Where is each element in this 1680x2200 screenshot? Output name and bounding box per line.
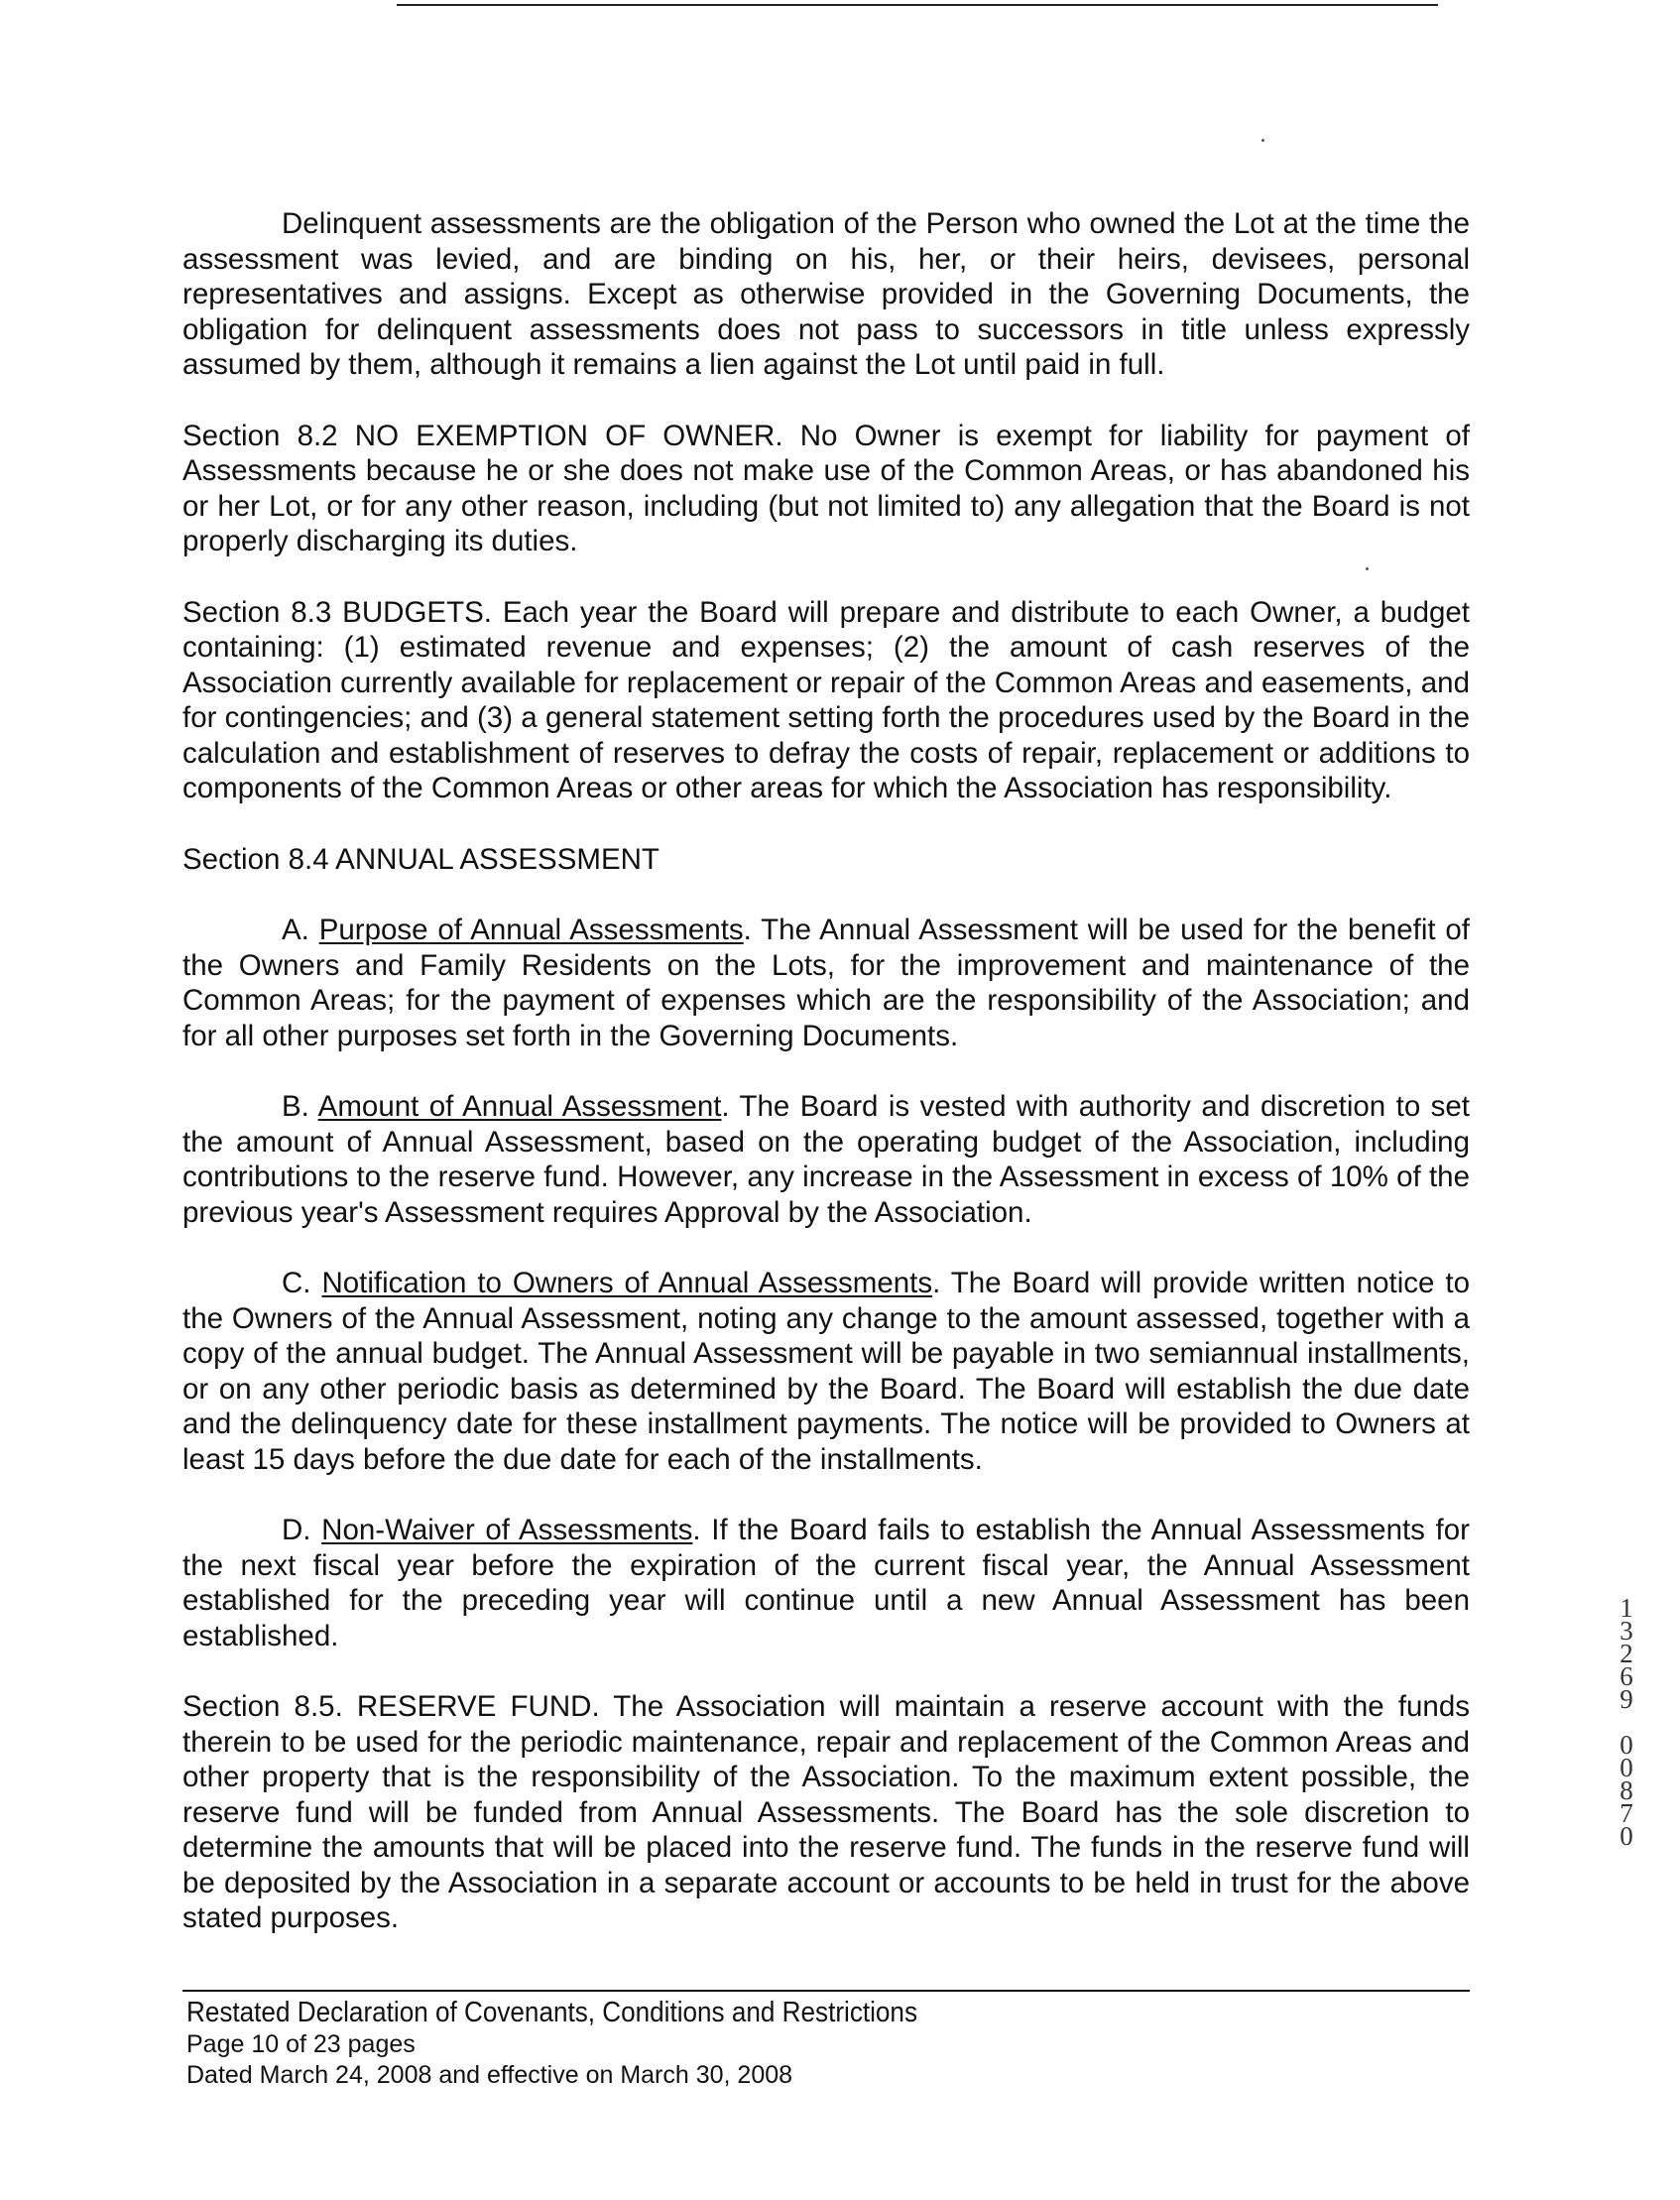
subsection-b-body: . The Board is vested with authority and discretion to set the amount of Annual Assessment, based on the operating budget of the Association, including contributions to the reserve fund. However, any increase in the Assessment in excess of 10% of the previous year's Assessment requires Approval by the Association.: [182, 1090, 1470, 1229]
subsection-c-body: . The Board will provide written notice to the Owners of the Annual Assessment, noting any change to the amount assessed, together with a copy of the annual budget. The Annual Assessment will be payable in two semiannual installments, or on any other periodic basis as determined by the Board. The Board will establish the due date and the delinquency date for these installment payments. The notice will be provided to Owners at least 15 days before the due date for each of the installments.: [182, 1267, 1470, 1476]
footer-divider: [182, 1990, 1470, 1992]
top-scan-rule: [397, 4, 1438, 6]
subsection-b-paragraph: [182, 1089, 1470, 1230]
subsection-a-body: . The Annual Assessment will be used for the benefit of the Owners and Family Residents on the Lots, for the improvement and maintenance of the Common Areas; for the payment of expenses which are the responsibility of the Association; and for all other purposes set forth in the Governing Documents.: [182, 914, 1470, 1052]
recording-number-stamp: 1 3 2 6 9 0 0 8 7 0: [1620, 1593, 1633, 1851]
section-8-2-paragraph: Section 8.2 NO EXEMPTION OF OWNER. No Owner is exempt for liability for payment of Assessments because he or she does not make use of the Common Areas, or has abandoned his or her Lot, or for any other reason, including (but not limited to) any allegation that the Board is not properly discharging its duties.: [182, 419, 1470, 557]
section-8-5-paragraph: Section 8.5. RESERVE FUND. The Association will maintain a reserve account with the funds therein to be used for the periodic maintenance, repair and replacement of the Common Areas and other property that is the responsibility of the Association. To the maximum extent possible, the reserve fund will be funded from Annual Assessments. The Board has the sole discretion to determine the amounts that will be placed into the reserve fund. The funds in the reserve fund will be deposited by the Association in a separate account or accounts to be held in trust for the above stated purposes.: [182, 1690, 1470, 1934]
subsection-c-prefix: C.: [282, 1267, 322, 1299]
subsection-a-prefix: A.: [282, 914, 319, 946]
subsection-d-paragraph: [182, 1513, 1470, 1653]
subsection-b-prefix: B.: [282, 1090, 318, 1123]
section-8-4-heading: Section 8.4 ANNUAL ASSESSMENT: [182, 842, 660, 876]
subsection-a-paragraph: [182, 913, 1470, 1053]
delinquent-assessments-paragraph: Delinquent assessments are the obligation of the Person who owned the Lot at the time the assessment was levied, and are binding on his, her, or their heirs, devisees, personal representatives and assigns. Except as otherwise provided in the Governing Documents, the obligation for delinquent assessments does not pass to successors in title unless expressly assumed by them, although it remains a lien against the Lot until paid in full.: [182, 207, 1470, 381]
footer-document-title: Restated Declaration of Covenants, Conditions and Restrictions: [186, 1997, 918, 2028]
subsection-d-prefix: D.: [282, 1514, 322, 1546]
subsection-c-paragraph: [182, 1266, 1470, 1477]
subsection-d-body: . If the Board fails to establish the Annual Assessments for the next fiscal year before the expiration of the current fiscal year, the Annual Assessment established for the preceding year will continue until a new Annual Assessment has been established.: [182, 1514, 1470, 1652]
subsection-d-title: Non-Waiver of Assessments: [321, 1514, 693, 1546]
page-footer: [186, 1996, 999, 2091]
subsection-c-title: Notification to Owners of Annual Assessments: [321, 1267, 933, 1299]
scan-speck: [1261, 139, 1264, 142]
subsection-a-title: Purpose of Annual Assessments: [318, 914, 744, 946]
subsection-b-title: Amount of Annual Assessment: [317, 1090, 722, 1123]
section-8-3-paragraph: Section 8.3 BUDGETS. Each year the Board will prepare and distribute to each Owner, a budget containing: (1) estimated revenue and expenses; (2) the amount of cash reserves of the Association currently available for replacement or repair of the Common Areas and easements, and for contingencies; and (3) a general statement setting forth the procedures used by the Board in the calculation and establishment of reserves to defray the costs of repair, replacement or additions to components of the Common Areas or other areas for which the Association has responsibility.: [182, 595, 1470, 804]
document-body: [182, 206, 1470, 1972]
footer-page-number: Page 10 of 23 pages: [186, 2030, 416, 2058]
footer-dated-line: Dated March 24, 2008 and effective on March 30, 2008: [186, 2061, 793, 2089]
